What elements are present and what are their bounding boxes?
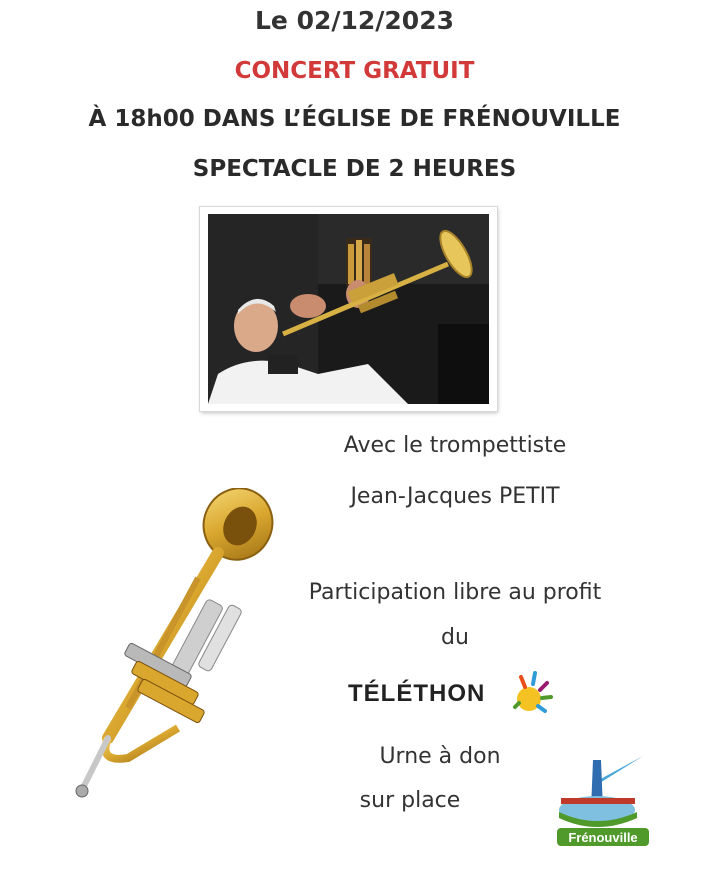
event-date: Le 02/12/2023	[254, 6, 454, 35]
participation-text: Participation libre au profit	[308, 580, 602, 605]
frenouville-logo-icon	[555, 752, 655, 852]
trumpeter-photo	[200, 207, 497, 411]
telethon-logo-icon	[505, 667, 561, 723]
time-and-place: À 18h00 DANS L’ÉGLISE DE FRÉNOUVILLE	[88, 106, 621, 132]
donation-box-text: Urne à don	[379, 744, 501, 769]
performer-name: Jean-Jacques PETIT	[350, 484, 560, 509]
frenouville-logo-text: Frénouville	[568, 830, 638, 845]
trumpet-icon	[68, 488, 283, 808]
telethon-wordmark: TÉLÉTHON	[348, 680, 486, 707]
performer-intro: Avec le trompettiste	[343, 433, 567, 458]
participation-du: du	[441, 625, 469, 650]
stained-glass-window	[346, 238, 372, 286]
donation-on-site: sur place	[359, 788, 461, 813]
concert-title: CONCERT GRATUIT	[234, 58, 475, 84]
show-duration: SPECTACLE DE 2 HEURES	[192, 156, 517, 182]
